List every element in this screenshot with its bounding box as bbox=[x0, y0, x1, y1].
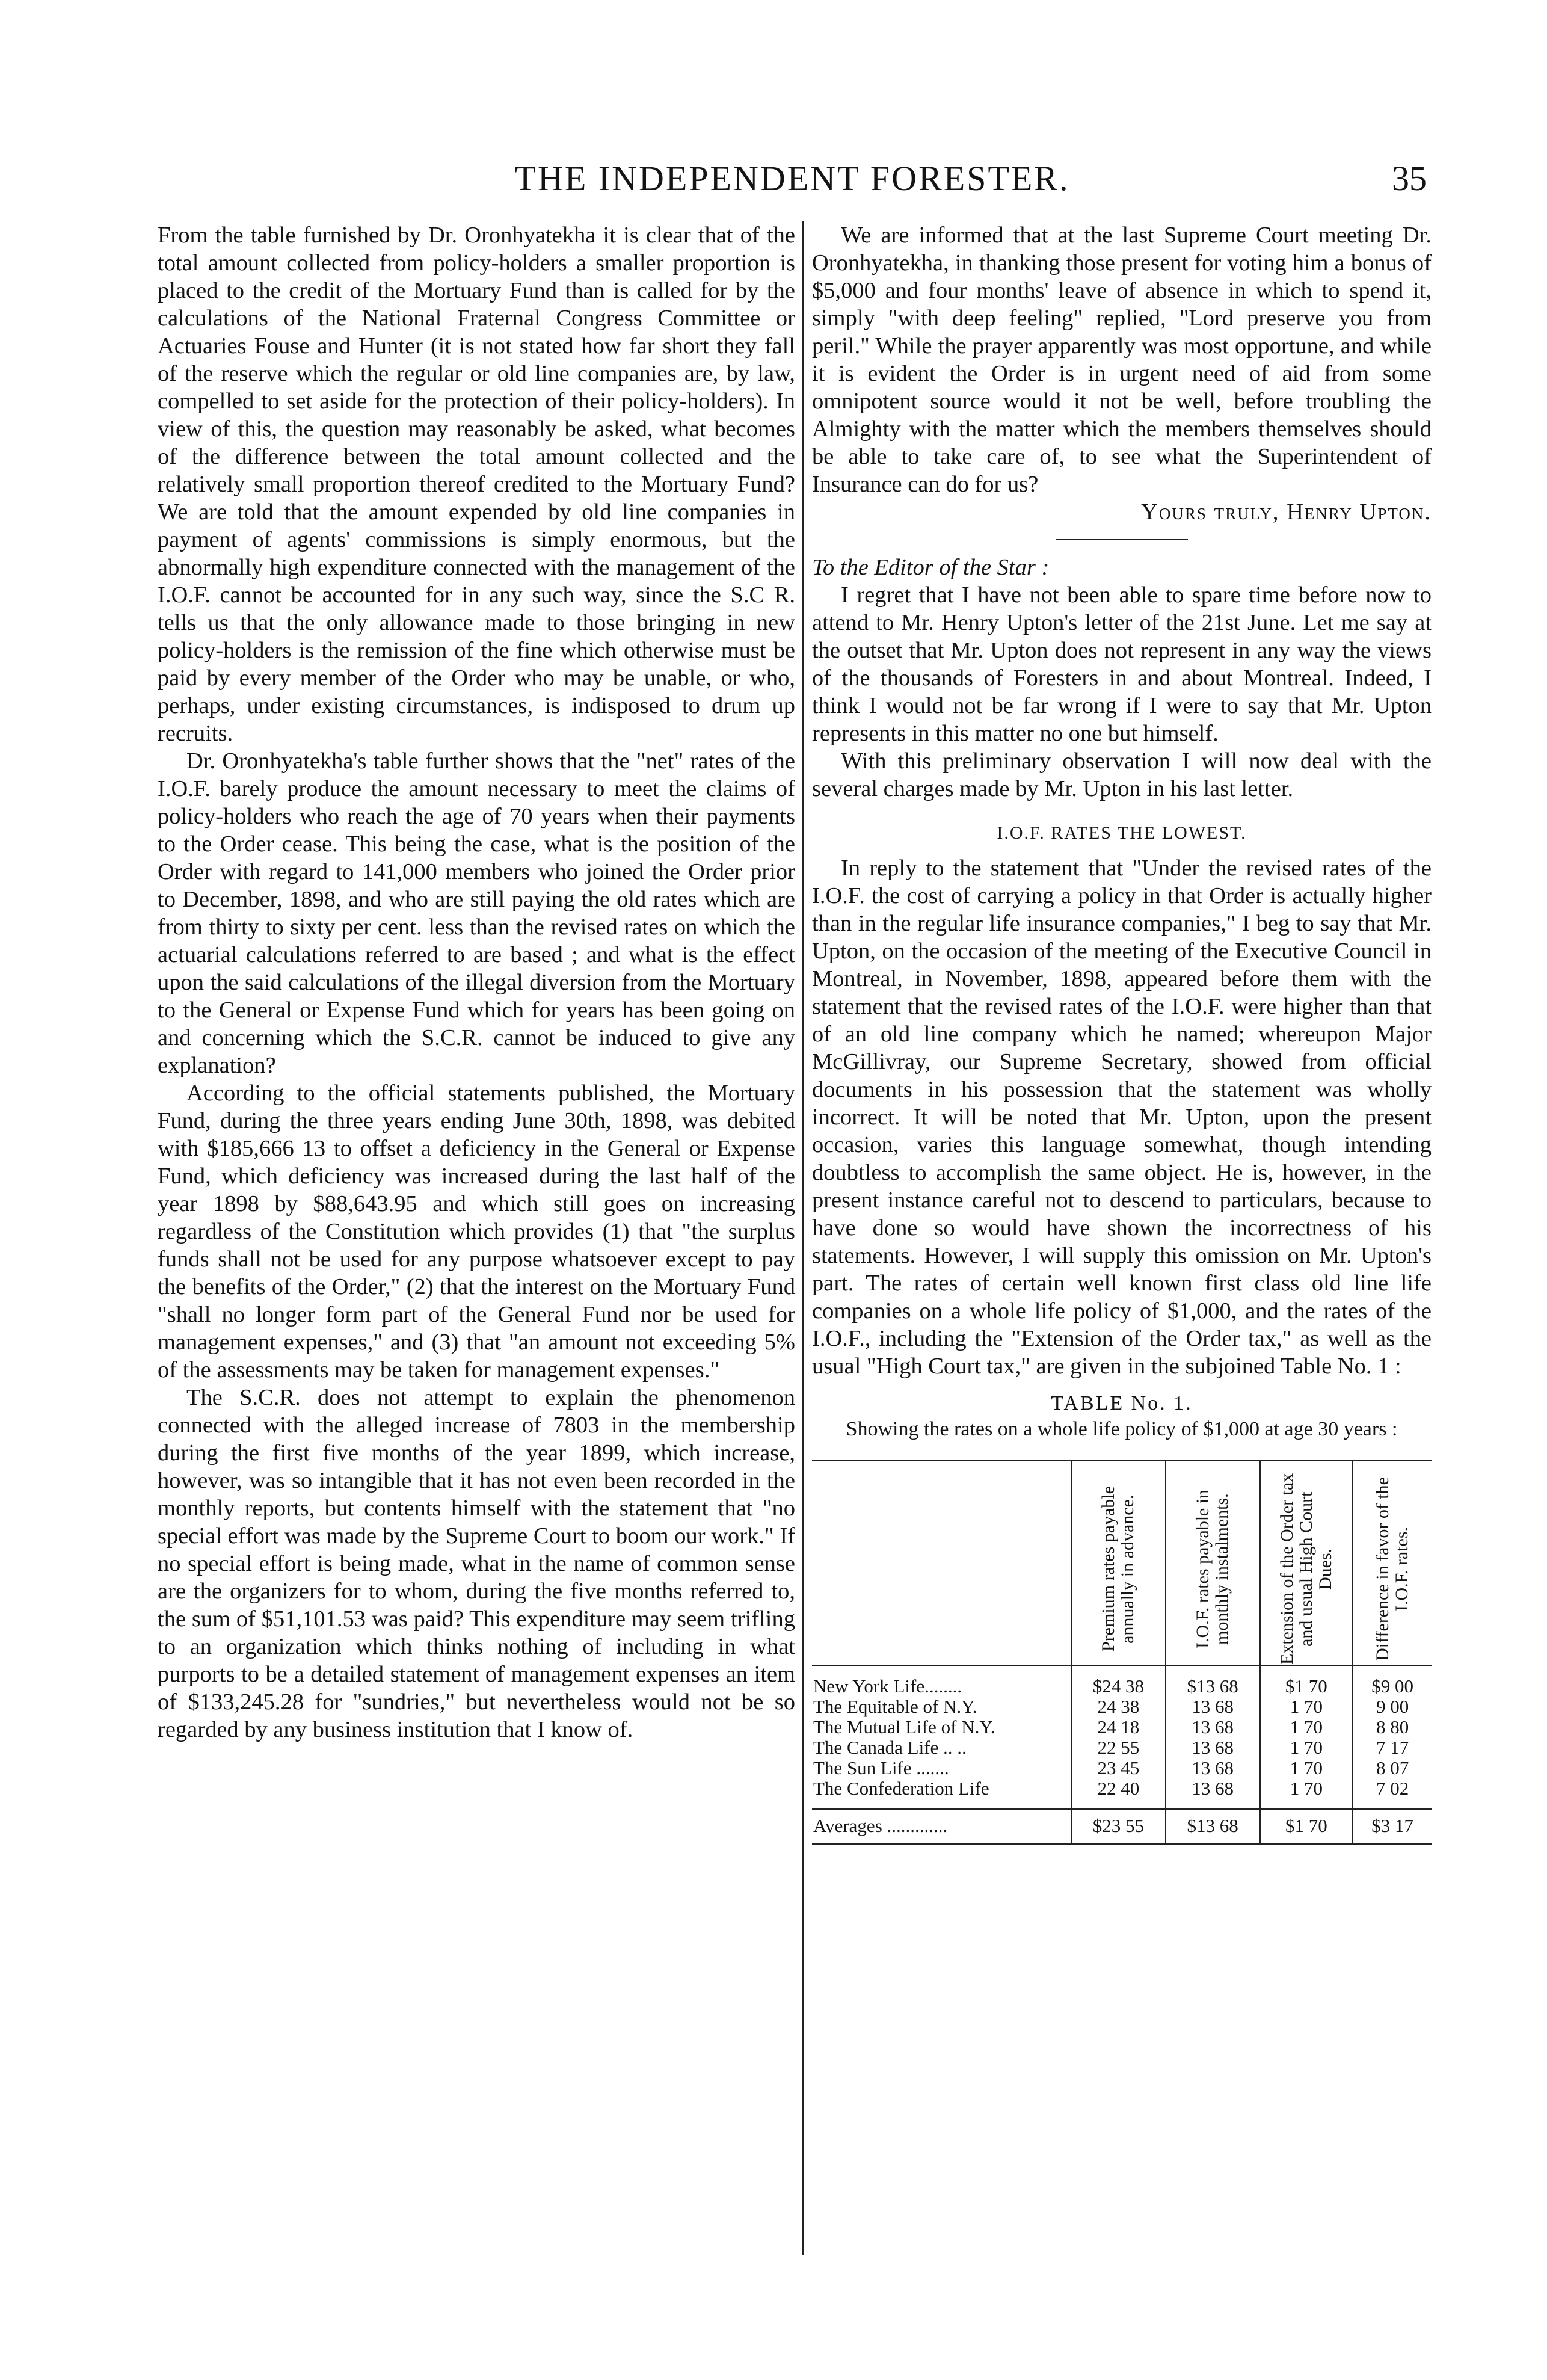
table-row bbox=[812, 1666, 1432, 1697]
table-cell: 13 68 bbox=[1166, 1737, 1260, 1758]
rates-table bbox=[812, 1460, 1432, 1845]
table-caption: Showing the rates on a whole life policy of $1,000 at age 30 years : bbox=[846, 1418, 1398, 1440]
paragraph: In reply to the statement that "Under the revised rates of the I.O.F. the cost of carrying a policy in that Order is actually higher than in the regular life insurance companies," I beg to say that Mr. Upton, on the occasion of the meeting of the Executive Council in Montreal, in November, 1898, appeared before them with the statement that the revised rates of the I.O.F. were higher than that of an old line company which he named; whereupon Major McGillivray, our Supreme Secretary, showed from official documents in his possession that the statement was wholly incorrect. It will be noted that Mr. Upton, upon the present occasion, varies this language somewhat, though intending doubtless to accomplish the same object. He is, however, in the present instance careful not to descend to particulars, because to have done so would have shown the incorrectness of his statements. However, I will supply this omission on Mr. Upton's part. The rates of certain well known first class old line life companies on a whole life policy of $1,000, and the rates of the I.O.F., including the "Extension of the Order tax," as well as the usual "High Court tax," are given in the subjoined Table No. 1 : bbox=[812, 856, 1432, 1379]
table-cell: The Confederation Life bbox=[813, 1778, 989, 1799]
table-cell: $23 55 bbox=[1071, 1809, 1166, 1844]
table-cell: 1 70 bbox=[1260, 1737, 1353, 1758]
table-cell: 8 80 bbox=[1353, 1717, 1432, 1737]
table-cell: 22 40 bbox=[1071, 1778, 1166, 1809]
table-cell: Averages ............. bbox=[812, 1809, 1071, 1844]
table-cell: 1 70 bbox=[1260, 1778, 1353, 1809]
table-cell: $1 70 bbox=[1260, 1666, 1353, 1697]
paragraph: According to the official statements published, the Mortuary Fund, during the three years ending June 30th, 1898, was debited with $185,666 13 to offset a deficiency in the General or Expense Fund, which deficiency was increased during the last half of the year 1898 by $88,643.95 and which still goes on increasing regardless of the Constitution which provides (1) that "the surplus funds shall not be used for any purpose whatsoever except to pay the benefits of the Order," (2) that the interest on the Mortuary Fund "shall no longer form part of the General Fund nor be used for management expenses," and (3) that "an amount not exceeding 5% of the assessments may be taken for management expenses." bbox=[158, 1081, 795, 1383]
paragraph: With this preliminary observation I will now deal with the several charges made by Mr. Upton in his last letter. bbox=[812, 748, 1432, 801]
table-cell: 1 70 bbox=[1260, 1758, 1353, 1778]
table-cell: The Equitable of N.Y. bbox=[813, 1696, 977, 1717]
table-cell: 8 07 bbox=[1353, 1758, 1432, 1778]
table-cell: 23 45 bbox=[1071, 1758, 1166, 1778]
paragraph: From the table furnished by Dr. Oronhyatekha it is clear that of the total amount collected from policy-holders a smaller proportion is placed to the credit of the Mortuary Fund than is called for by the calculations of the National Fraternal Congress Committee or Actuaries Fouse and Hunter (it is not stated how far short they fall of the reserve which the regular or old line companies are, by law, compelled to set aside for the protection of their policy-holders). In view of this, the question may reasonably be asked, what becomes of the difference between the total amount collected and the relatively small proportion thereof credited to the Mortuary Fund? We are told that the amount expended by old line companies in payment of agents' commissions is simply enormous, but the abnormally high expenditure connected with the management of the I.O.F. cannot be accounted for in any such way, since the S.C R. tells us that the only allowance made to those bringing in new policy-holders is the remission of the fine which otherwise must be paid by every member of the Order who may be unable, or who, perhaps, under existing circumstances, is indisposed to drum up recruits. bbox=[158, 223, 795, 746]
table-cell: $1 70 bbox=[1260, 1809, 1353, 1844]
table-row-averages bbox=[812, 1809, 1432, 1844]
table-cell: 24 18 bbox=[1071, 1717, 1166, 1737]
table-cell: 13 68 bbox=[1166, 1778, 1260, 1809]
table-row bbox=[812, 1737, 1432, 1758]
column-header: Extension of the Order tax and usual High Court Dues. bbox=[1260, 1460, 1353, 1666]
paragraph: I regret that I have not been able to spare time before now to attend to Mr. Henry Upton's letter of the 21st June. Let me say at the outset that Mr. Upton does not represent in any way the views of the thousands of Foresters in and about Montreal. Indeed, I think I would not be far wrong if I were to say that Mr. Upton represents in this matter no one but himself. bbox=[812, 582, 1432, 746]
table-cell: 9 00 bbox=[1353, 1697, 1432, 1717]
table-cell: 1 70 bbox=[1260, 1697, 1353, 1717]
table-header-row bbox=[812, 1460, 1432, 1666]
table-cell: 13 68 bbox=[1166, 1758, 1260, 1778]
column-header-company bbox=[812, 1460, 1071, 1666]
table-cell: 22 55 bbox=[1071, 1737, 1166, 1758]
table-cell: The Canada Life .. .. bbox=[813, 1737, 967, 1758]
right-column bbox=[812, 221, 1432, 1845]
column-divider bbox=[802, 221, 804, 2255]
table-cell: $3 17 bbox=[1353, 1809, 1432, 1844]
letter-separator bbox=[1056, 539, 1188, 540]
column-header: Difference in favor of the I.O.F. rates. bbox=[1353, 1460, 1432, 1666]
table-cell: 7 17 bbox=[1353, 1737, 1432, 1758]
table-cell: $13 68 bbox=[1166, 1809, 1260, 1844]
paragraph: Dr. Oronhyatekha's table further shows that the "net" rates of the I.O.F. barely produce the amount necessary to meet the claims of policy-holders who reach the age of 70 years when their payments to the Order cease. This being the case, what is the position of the Order with regard to 141,000 members who joined the Order prior to December, 1898, and who are still paying the old rates which are from thirty to sixty per cent. less than the revised rates on which the actuarial calculations referred to are based ; and what is the effect upon the said calculations of the illegal diversion from the Mortuary to the General or Expense Fund which for years has been going on and concerning which the S.C.R. cannot be induced to give any explanation? bbox=[158, 748, 795, 1078]
table-cell: The Mutual Life of N.Y. bbox=[813, 1716, 995, 1737]
table-cell: $9 00 bbox=[1353, 1666, 1432, 1697]
table-row bbox=[812, 1778, 1432, 1809]
column-header: Premium rates payable annually in advance. bbox=[1071, 1460, 1166, 1666]
table-cell: $13 68 bbox=[1166, 1666, 1260, 1697]
page-header bbox=[158, 152, 1427, 206]
table-cell: 13 68 bbox=[1166, 1697, 1260, 1717]
table-title: TABLE No. 1. bbox=[1051, 1392, 1193, 1414]
running-title: THE INDEPENDENT FORESTER. bbox=[514, 159, 1070, 198]
paragraph: We are informed that at the last Supreme Court meeting Dr. Oronhyatekha, in thanking those present for voting him a bonus of $5,000 and four months' leave of absence in which to spend it, simply "with deep feeling" replied, "Lord preserve you from peril." While the prayer apparently was most opportune, and while it is evident the Order is in urgent need of aid from some omnipotent source would it not be well, before troubling the Almighty with the matter which the members themselves should be able to take care of, to see what the Superintendent of Insurance can do for us? bbox=[812, 223, 1432, 497]
page-number: 35 bbox=[1392, 159, 1427, 198]
salutation: To the Editor of the Star : bbox=[812, 555, 1050, 580]
table-cell: 1 70 bbox=[1260, 1717, 1353, 1737]
table-cell: 7 02 bbox=[1353, 1778, 1432, 1809]
column-header: I.O.F. rates payable in monthly instalments. bbox=[1166, 1460, 1260, 1666]
table-cell: 24 38 bbox=[1071, 1697, 1166, 1717]
table-row bbox=[812, 1697, 1432, 1717]
letter-signature: Yours truly, Henry Upton. bbox=[1141, 499, 1432, 525]
table-cell: The Sun Life ....... bbox=[813, 1757, 949, 1778]
table-row bbox=[812, 1758, 1432, 1778]
table-cell: New York Life........ bbox=[813, 1676, 962, 1697]
table-row bbox=[812, 1717, 1432, 1737]
left-column bbox=[158, 221, 795, 1743]
section-heading: I.O.F. RATES THE LOWEST. bbox=[997, 823, 1247, 843]
table-cell: $24 38 bbox=[1071, 1666, 1166, 1697]
table-cell: 13 68 bbox=[1166, 1717, 1260, 1737]
paragraph: The S.C.R. does not attempt to explain the phenomenon connected with the alleged increase of 7803 in the membership during the first five months of the year 1899, which increase, however, was so intangible that it has not even been recorded in the monthly reports, but contents himself with the statement that "no special effort was made by the Supreme Court to boom our work." If no special effort is being made, what in the name of common sense are the organizers for to whom, during the five months referred to, the sum of $51,101.53 was paid? This expenditure may seem trifling to an organization which thinks nothing of including in what purports to be a detailed statement of management expenses an item of $133,245.28 for "sundries," but nevertheless would not be so regarded by any business institution that I know of. bbox=[158, 1385, 795, 1742]
